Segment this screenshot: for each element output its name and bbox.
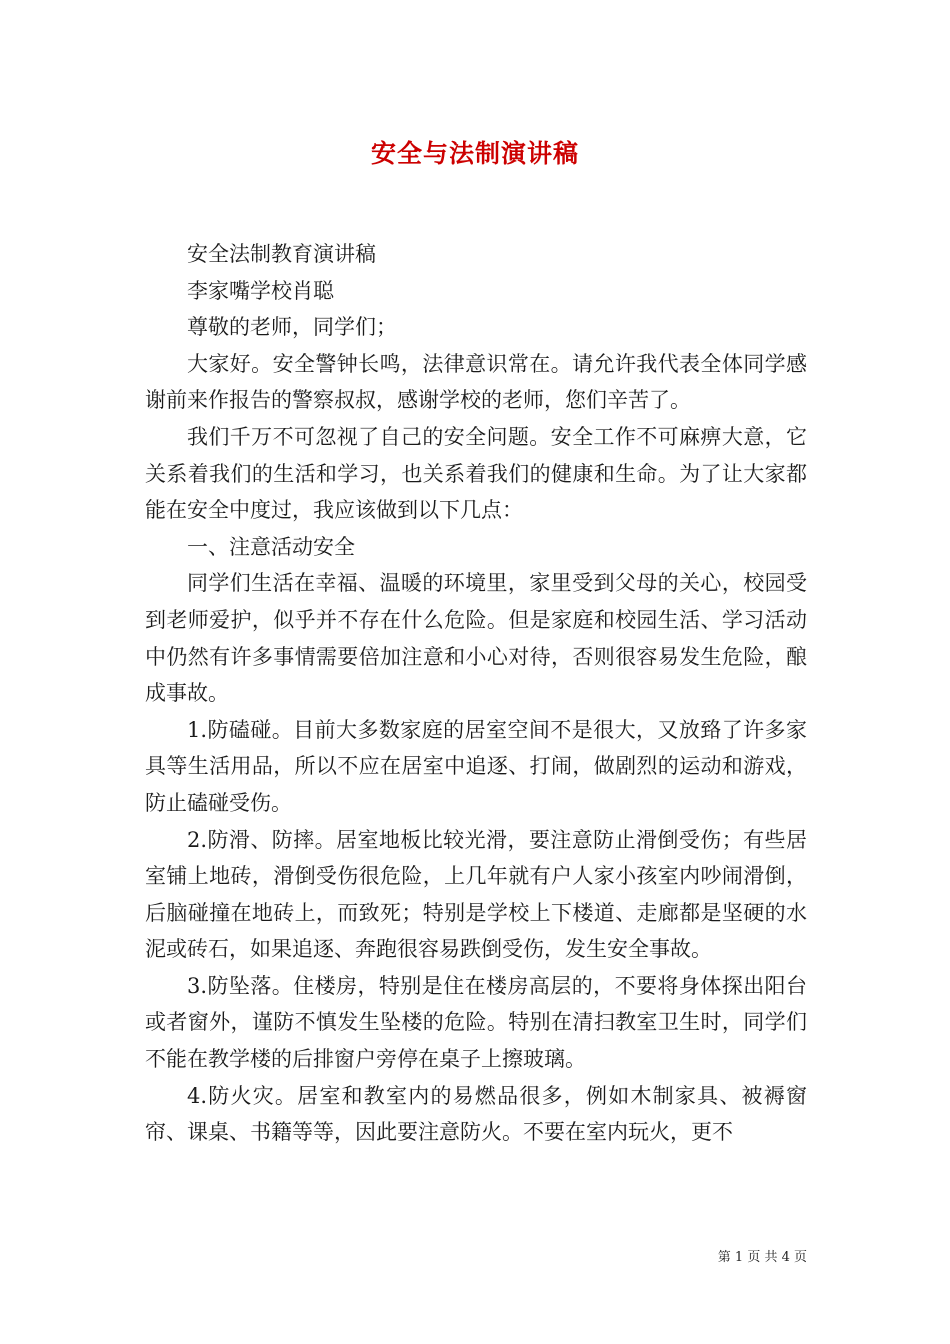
paragraph: 同学们生活在幸福、温暖的环境里，家里受到父母的关心，校园受到老师爱护，似乎并不存在什么危险。但是家庭和校园生活、学习活动中仍然有许多事情需要倍加注意和小心对待，否则很容易发生危险，酿成事故。: [145, 571, 807, 706]
paragraph: 一、注意活动安全: [187, 534, 355, 559]
document-title: 安全与法制演讲稿: [370, 139, 579, 168]
document-body: [145, 236, 807, 1151]
paragraph: 大家好。安全警钟长鸣，法律意识常在。请允许我代表全体同学感谢前来作报告的警察叔叔，感谢学校的老师，您们辛苦了。: [145, 351, 807, 413]
paragraph: 3.防坠落。住楼房，特别是住在楼房高层的，不要将身体探出阳台或者窗外，谨防不慎发生坠楼的危险。特别在清扫教室卫生时，同学们不能在教学楼的后排窗户旁停在桌子上擦玻璃。: [145, 973, 807, 1072]
paragraph: 安全法制教育演讲稿: [187, 242, 376, 266]
paragraph: 2.防滑、防摔。居室地板比较光滑，要注意防止滑倒受伤；有些居室铺上地砖，滑倒受伤很危险，上几年就有户人家小孩室内吵闹滑倒，后脑碰撞在地砖上，而致死；特别是学校上下楼道、走廊都是坚硬的水泥或砖石，如果追逐、奔跑很容易跌倒受伤，发生安全事故。: [145, 827, 807, 962]
paragraph: 4.防火灾。居室和教室内的易燃品很多，例如木制家具、被褥窗帘、课桌、书籍等等，因此要注意防火。不要在室内玩火，更不: [145, 1083, 807, 1145]
paragraph: 尊敬的老师，同学们；: [187, 315, 397, 340]
page-number: 第 1 页 共 4 页: [717, 1250, 807, 1265]
paragraph: 1.防磕碰。目前大多数家庭的居室空间不是很大，又放臵了许多家具等生活用品，所以不应在居室中追逐、打闹，做剧烈的运动和游戏，防止磕碰受伤。: [145, 717, 807, 815]
paragraph: 我们千万不可忽视了自己的安全问题。安全工作不可麻痹大意，它关系着我们的生活和学习，也关系着我们的健康和生命。为了让大家都能在安全中度过，我应该做到以下几点：: [145, 424, 807, 523]
paragraph: 李家嘴学校肖聪: [187, 278, 334, 303]
